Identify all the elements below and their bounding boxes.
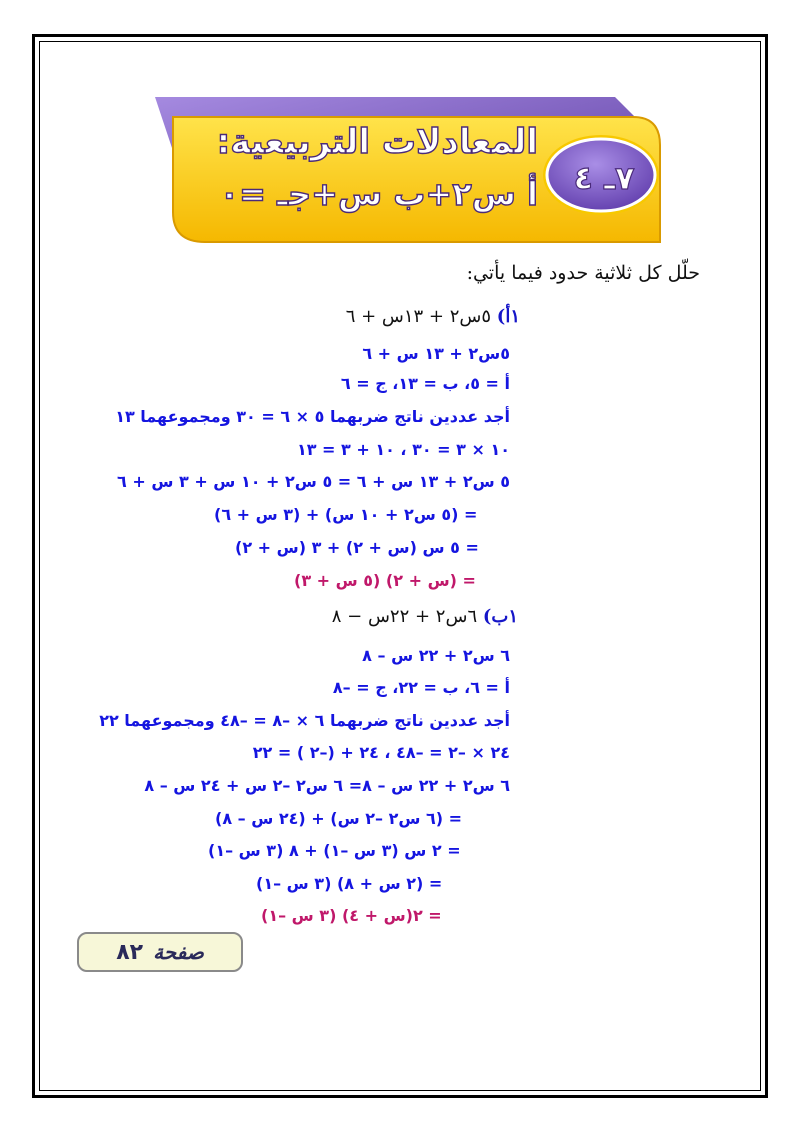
part-b-step: ٦ س٢ + ٢٢ س – ٨= ٦ س٢ –٢ س + ٢٤ س – ٨ xyxy=(144,776,510,795)
part-b-step: = (٢ س + ٨) (٣ س –١) xyxy=(256,874,443,893)
part-b-answer: = ٢(س + ٤) (٣ س –١) xyxy=(261,906,442,925)
part-a-label: أ) xyxy=(496,306,511,327)
part-a-number: ١ xyxy=(510,306,520,327)
part-b-step: أجد عددين ناتج ضربهما ٦ × –٨ = –٤٨ ومجموعهما ٢٢ xyxy=(99,711,510,730)
part-b-number: ١ xyxy=(508,606,518,627)
lesson-banner xyxy=(155,97,680,245)
exercise-prompt: حلّل كل ثلاثية حدود فيما يأتي: xyxy=(466,262,700,284)
part-b-step: = (٦ س٢ –٢ س) + (٢٤ س – ٨) xyxy=(215,809,463,828)
part-b-label: ب) xyxy=(482,606,509,627)
part-b-header xyxy=(332,606,518,627)
part-a-step: = (٥ س٢ + ١٠ س) + (٣ س + ٦) xyxy=(214,505,478,524)
section-number-badge: ٧ـ ٤ xyxy=(573,159,635,197)
part-a-expression: ٥س٢ + ١٣س + ٦ xyxy=(345,306,492,327)
part-a-answer: = (س + ٢) (٥ س + ٣) xyxy=(294,571,476,590)
part-b-step: = ٢ س (٣ س –١) + ٨ (٣ س –١) xyxy=(208,841,461,860)
lesson-equation: أ س٢+ب س+جـ =٠ xyxy=(219,175,538,213)
part-a-step: ٥س٢ + ١٣ س + ٦ xyxy=(362,344,510,363)
part-a-step: = ٥ س (س + ٢) + ٣ (س + ٢) xyxy=(235,538,479,557)
part-a-step: ١٠ × ٣ = ٣٠ ، ١٠ + ٣ = ١٣ xyxy=(296,440,510,459)
part-a-step: أجد عددين ناتج ضربهما ٥ × ٦ = ٣٠ ومجموعهما ١٣ xyxy=(115,407,510,426)
page-number-badge xyxy=(77,932,243,972)
page-label: صفحة xyxy=(153,940,204,964)
part-a-header xyxy=(346,306,520,327)
part-b-step: ٢٤ × –٢ = –٤٨ ، ٢٤ + (–٢ ) = ٢٢ xyxy=(252,743,510,762)
part-b-expression: ٦س٢ + ٢٢س − ٨ xyxy=(331,606,478,627)
part-b-step: أ = ٦، ب = ٢٢، ج = –٨ xyxy=(332,678,510,697)
page-number: ٨٢ xyxy=(116,939,144,965)
part-b-step: ٦ س٢ + ٢٢ س – ٨ xyxy=(362,646,510,665)
lesson-title: المعادلات التربيعية: xyxy=(216,122,538,162)
part-a-step: أ = ٥، ب = ١٣، ج = ٦ xyxy=(340,374,510,393)
part-a-step: ٥ س٢ + ١٣ س + ٦ = ٥ س٢ + ١٠ س + ٣ س + ٦ xyxy=(117,472,510,491)
